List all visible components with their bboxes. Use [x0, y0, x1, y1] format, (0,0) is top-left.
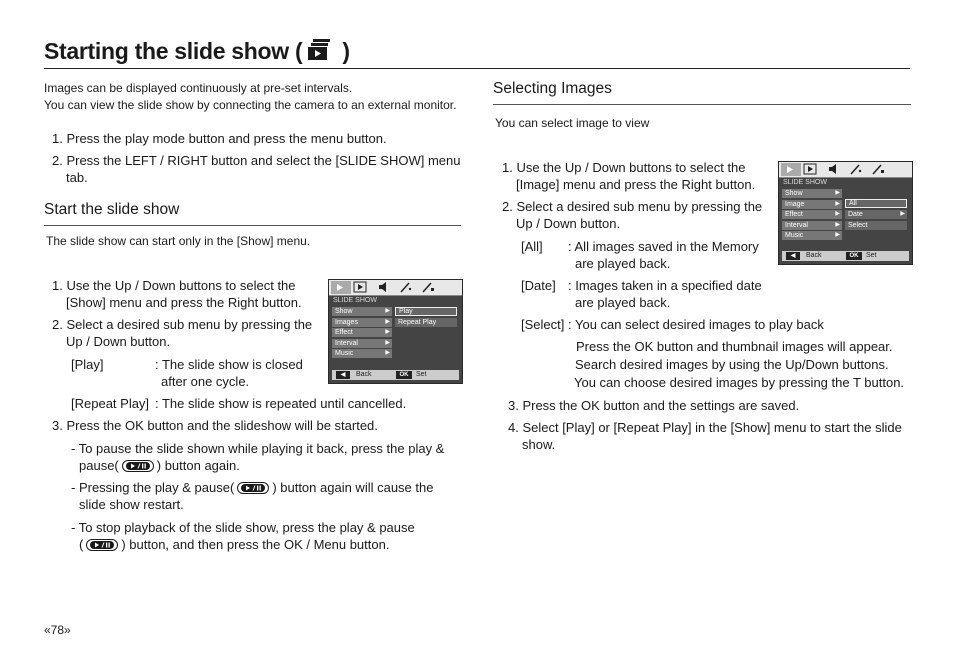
restart-instruction: - Pressing the play & pause( ) button again will cause the	[71, 479, 433, 498]
play-pause-button-icon	[237, 481, 269, 498]
select-heading: Selecting Images	[493, 80, 612, 97]
arrow-right-icon: ▶	[385, 308, 390, 314]
select-step-4: 4. Select [Play] or [Repeat Play] in the [Show] menu to start the slide	[508, 420, 902, 435]
arrow-right-icon: ▶	[385, 319, 390, 325]
arrow-right-icon: ▶	[835, 222, 840, 228]
play-desc-cont: after one cycle.	[161, 374, 250, 389]
select-desc: : You can select desired images to play back	[568, 317, 824, 332]
play-desc: : The slide show is closed	[155, 357, 303, 372]
lcd-menu-show: Show ▶	[782, 189, 842, 198]
lcd-menu-interval: Interval ▶	[782, 221, 842, 230]
select-note: You can select image to view	[495, 116, 650, 130]
lcd-menu-image: Image ▶	[782, 200, 842, 209]
date-label: [Date]	[521, 278, 556, 293]
lcd-menu-interval: Interval ▶	[332, 339, 392, 348]
slideshow-tab-icon	[781, 163, 799, 175]
arrow-right-icon: ▶	[385, 340, 390, 346]
arrow-right-icon: ▶	[385, 350, 390, 356]
select-rule	[493, 104, 911, 105]
all-label: [All]	[521, 239, 543, 254]
arrow-right-icon: ▶	[900, 211, 905, 217]
play-label: [Play]	[71, 357, 104, 372]
lcd-footer: ◀ Back OK Set	[332, 370, 459, 380]
select-step-1-cont: [Image] menu and press the Right button.	[516, 177, 756, 192]
start-step-1-cont: [Show] menu and press the Right button.	[66, 295, 302, 310]
all-desc: : All images saved in the Memory	[568, 239, 759, 254]
play-tab-icon	[803, 163, 821, 175]
step-2-cont: tab.	[66, 170, 88, 185]
sound-tab-icon	[377, 281, 395, 293]
page-title: Starting the slide show ( )	[44, 38, 350, 68]
intro-line-1: Images can be displayed continuously at pre-set intervals.	[44, 81, 353, 95]
repeat-play-label: [Repeat Play]	[71, 396, 150, 411]
arrow-right-icon: ▶	[835, 232, 840, 238]
step-2: 2. Press the LEFT / RIGHT button and select the [SLIDE SHOW] menu	[52, 153, 461, 168]
start-step-1: 1. Use the Up / Down buttons to select the	[52, 278, 296, 293]
lcd-header: SLIDE SHOW	[783, 179, 827, 186]
date-desc: : Images taken in a specified date	[568, 278, 762, 293]
repeat-play-desc: : The slide show is repeated until cancelled.	[155, 396, 407, 411]
lcd-sub-repeat-play: Repeat Play	[395, 318, 457, 327]
start-rule	[44, 225, 461, 226]
arrow-right-icon: ▶	[835, 190, 840, 196]
lcd-tab-bar	[329, 280, 462, 296]
lcd-sub-select: Select	[845, 221, 907, 230]
lcd-menu-effect: Effect ▶	[332, 328, 392, 337]
lcd-screen-show-menu	[328, 279, 463, 384]
lcd-menu-images: Images ▶	[332, 318, 392, 327]
pause-instruction: - To pause the slide shown while playing it back, press the play &	[71, 441, 445, 456]
select-step-4-cont: show.	[522, 437, 556, 452]
date-desc-cont: are played back.	[575, 295, 671, 310]
arrow-right-icon: ▶	[835, 201, 840, 207]
slideshow-tab-icon	[331, 281, 349, 293]
select-step-3: 3. Press the OK button and the settings are saved.	[508, 398, 800, 413]
play-pause-button-icon	[122, 459, 154, 476]
back-arrow-icon: ◀	[336, 371, 350, 379]
slideshow-icon	[306, 38, 332, 68]
pause-instruction-cont: pause( ) button again.	[79, 457, 240, 476]
arrow-right-icon: ▶	[835, 211, 840, 217]
back-arrow-icon: ◀	[786, 252, 800, 260]
play-tab-icon	[353, 281, 371, 293]
lcd-screen-image-menu	[778, 161, 913, 265]
start-note: The slide show can start only in the [Show] menu.	[46, 234, 311, 248]
start-heading: Start the slide show	[44, 201, 180, 218]
page-number: «78»	[44, 623, 71, 637]
select-step-1: 1. Use the Up / Down buttons to select the	[502, 160, 746, 175]
start-step-2: 2. Select a desired sub menu by pressing the	[52, 317, 313, 332]
select-step-2-cont: Up / Down button.	[516, 216, 621, 231]
select-extra-1: Press the OK button and thumbnail images will appear.	[576, 339, 893, 354]
start-step-2-cont: Up / Down button.	[66, 334, 171, 349]
select-extra-2: Search desired images by using the Up/Down buttons.	[575, 357, 889, 372]
title-rule	[44, 68, 910, 69]
select-label: [Select]	[521, 317, 565, 332]
lcd-menu-effect: Effect ▶	[782, 210, 842, 219]
select-step-2: 2. Select a desired sub menu by pressing the	[502, 199, 763, 214]
stop-instruction-cont: ( ) button, and then press the OK / Menu button.	[79, 536, 389, 555]
lcd-menu-show: Show ▶	[332, 307, 392, 316]
lcd-header: SLIDE SHOW	[333, 297, 377, 304]
start-step-3: 3. Press the OK button and the slideshow will be started.	[52, 418, 378, 433]
lcd-sub-date: Date ▶	[845, 210, 907, 219]
edit-tab-icon	[399, 281, 417, 293]
intro-line-2: You can view the slide show by connecting the camera to an external monitor.	[44, 98, 457, 112]
arrow-right-icon: ▶	[385, 329, 390, 335]
lcd-menu-music: Music ▶	[332, 349, 392, 358]
all-desc-cont: are played back.	[575, 256, 671, 271]
edit-tab-icon	[849, 163, 867, 175]
setting-tab-icon	[871, 163, 889, 175]
lcd-sub-all: All	[845, 199, 907, 208]
step-1: 1. Press the play mode button and press the menu button.	[52, 131, 387, 146]
select-extra-3: You can choose desired images by pressing the T button.	[574, 375, 905, 390]
restart-instruction-cont: slide show restart.	[79, 497, 184, 512]
lcd-menu-music: Music ▶	[782, 231, 842, 240]
stop-instruction: - To stop playback of the slide show, press the play & pause	[71, 520, 415, 535]
lcd-tab-bar	[779, 162, 912, 178]
setting-tab-icon	[421, 281, 439, 293]
lcd-sub-play: Play	[395, 307, 457, 316]
sound-tab-icon	[827, 163, 845, 175]
lcd-footer: ◀ Back OK Set	[782, 251, 909, 261]
play-pause-button-icon	[86, 538, 118, 555]
